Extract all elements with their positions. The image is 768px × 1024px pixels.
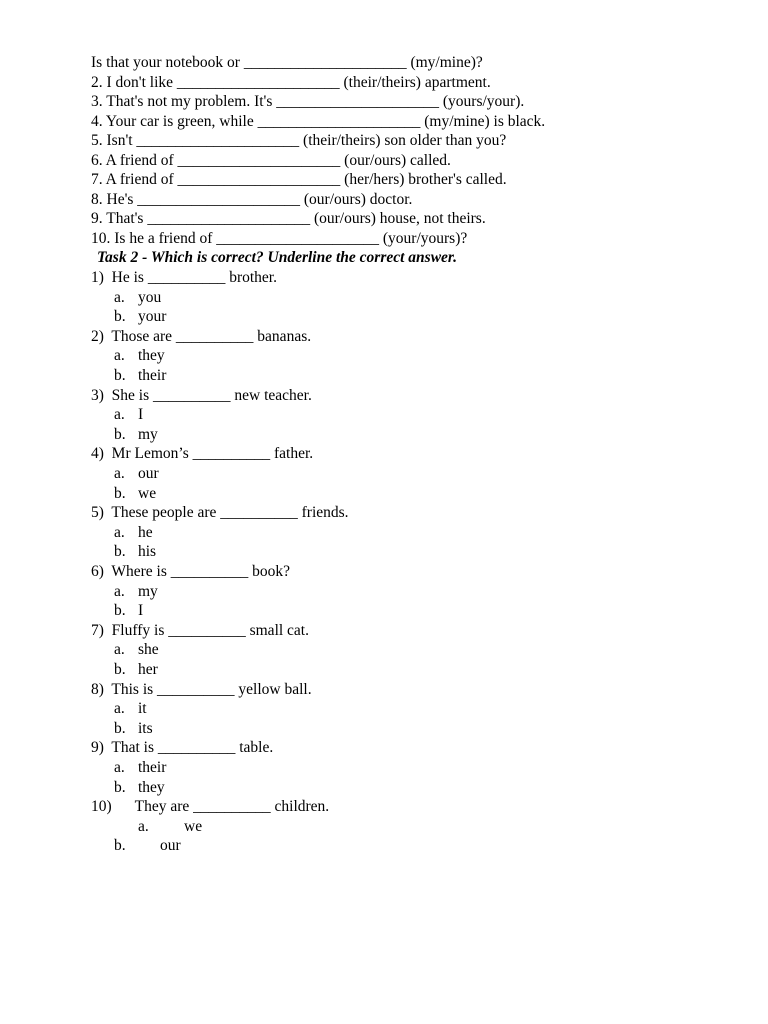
option-letter: a.	[114, 759, 125, 776]
task2-question: 5) These people are __________ friends.	[91, 504, 349, 522]
task1-sentence: 7. A friend of _____________________ (her/hers) brother's called.	[91, 171, 507, 188]
answer-option[interactable]: they	[138, 347, 165, 365]
task2-question: 8) This is __________ yellow ball.	[91, 680, 312, 698]
answer-option[interactable]: their	[138, 367, 167, 384]
task1-sentence: 3. That's not my problem. It's _____________________ (yours/your).	[91, 93, 525, 110]
task2-question: 7) Fluffy is __________ small cat.	[91, 621, 309, 639]
answer-option[interactable]: my	[138, 582, 158, 600]
task1-sentence: Is that your notebook or _____________________ (my/mine)?	[91, 54, 483, 71]
option-letter: a.	[114, 406, 125, 424]
answer-option[interactable]: we	[138, 484, 157, 502]
task2-question: 3) She is __________ new teacher.	[91, 386, 312, 404]
answer-option[interactable]: I	[138, 602, 144, 620]
task2-question: 9) That is __________ table.	[91, 739, 274, 757]
option-letter: a.	[114, 465, 125, 482]
option-letter: b.	[114, 425, 126, 443]
option-letter: a.	[114, 700, 125, 718]
option-letter: b.	[114, 543, 126, 561]
task1-sentence: 10. Is he a friend of _____________________ (your/yours)?	[91, 229, 468, 247]
option-letter: a.	[114, 641, 125, 659]
option-letter: a.	[114, 288, 125, 306]
task1-sentence: 8. He's _____________________ (our/ours) doctor.	[91, 190, 413, 208]
task1-sentence: 2. I don't like _____________________ (their/theirs) apartment.	[91, 73, 491, 91]
task2-title: Task 2 - Which is correct? Underline the correct answer.	[97, 249, 457, 266]
task1-sentence: 5. Isn't _____________________ (their/theirs) son older than you?	[91, 132, 507, 149]
option-letter: b.	[114, 308, 126, 326]
option-letter: a.	[114, 347, 125, 365]
task2-question: 10) They are __________ children.	[91, 798, 330, 816]
task2-question: 4) Mr Lemon’s __________ father.	[91, 445, 314, 463]
option-letter: b.	[114, 661, 126, 678]
task1-sentence: 6. A friend of _____________________ (our/ours) called.	[91, 151, 451, 169]
option-letter: b.	[114, 837, 126, 855]
option-letter: b.	[114, 719, 126, 737]
answer-option[interactable]: their	[138, 759, 167, 776]
answer-option[interactable]: my	[138, 425, 158, 443]
option-letter: b.	[114, 602, 126, 620]
answer-option[interactable]: they	[138, 778, 165, 796]
option-letter: a.	[114, 582, 125, 600]
option-letter: b.	[114, 778, 126, 796]
option-letter: b.	[114, 367, 126, 384]
answer-option[interactable]: his	[138, 543, 157, 561]
task2-question: 2) Those are __________ bananas.	[91, 327, 312, 345]
answer-option[interactable]: our	[160, 837, 181, 855]
answer-option[interactable]: it	[138, 700, 147, 718]
answer-option[interactable]: she	[138, 641, 159, 659]
answer-option[interactable]: our	[138, 465, 159, 482]
option-letter: a.	[114, 523, 125, 541]
task1-sentence: 9. That's _____________________ (our/ours) house, not theirs.	[91, 210, 486, 227]
answer-option[interactable]: her	[138, 661, 158, 678]
answer-option[interactable]: its	[138, 719, 153, 737]
answer-option[interactable]: your	[138, 308, 167, 326]
task1-sentence: 4. Your car is green, while _____________________ (my/mine) is black.	[91, 112, 546, 130]
answer-option[interactable]: he	[138, 523, 153, 541]
option-letter: a.	[138, 817, 149, 835]
task2-question: 6) Where is __________ book?	[91, 563, 291, 580]
answer-option[interactable]: I	[138, 406, 144, 424]
answer-option[interactable]: we	[184, 817, 203, 835]
task2-question: 1) He is __________ brother.	[91, 269, 277, 286]
answer-option[interactable]: you	[138, 288, 162, 306]
option-letter: b.	[114, 484, 126, 502]
